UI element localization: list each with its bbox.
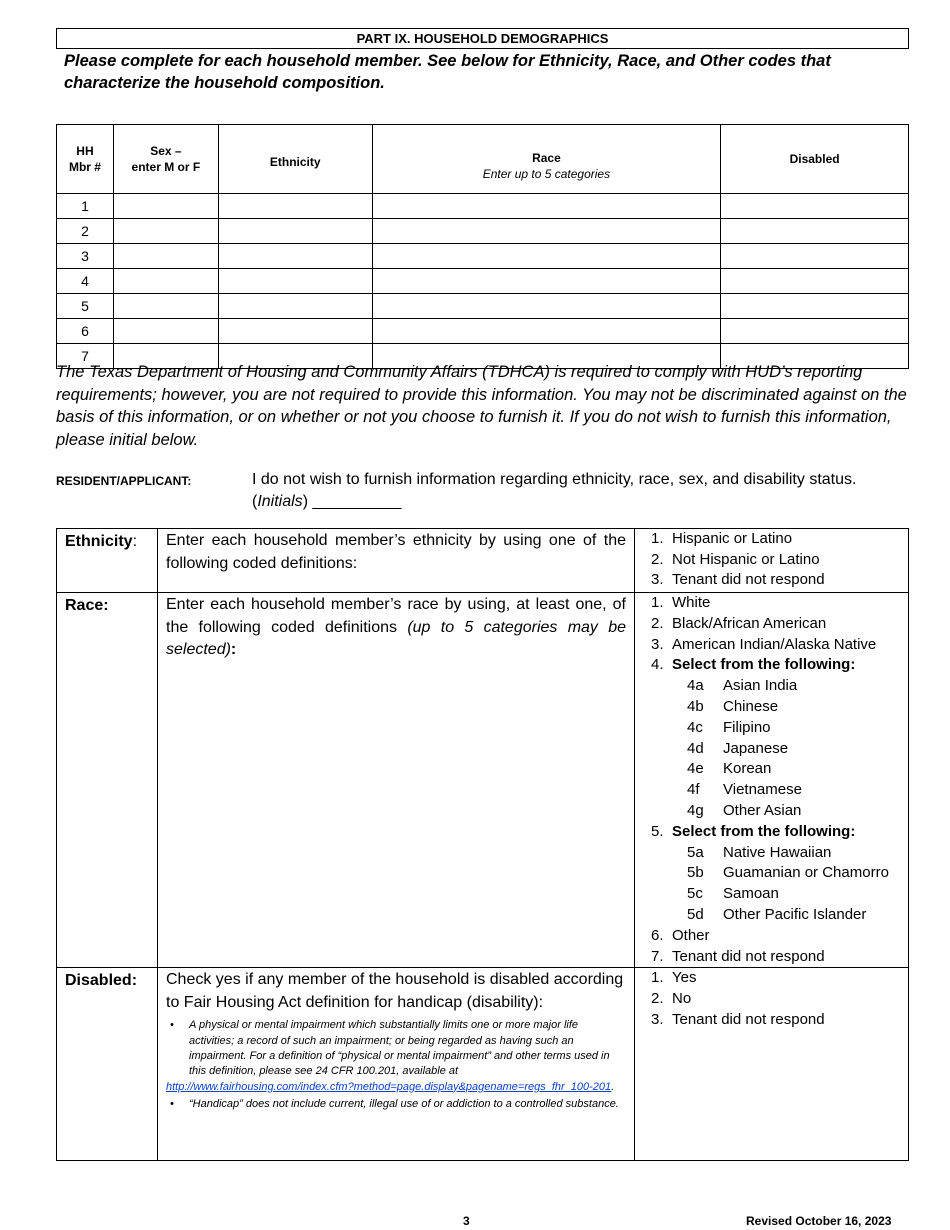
- race-cell[interactable]: [372, 319, 721, 344]
- mbr-number: 2: [57, 219, 114, 244]
- race-option-7-num: 7.: [651, 947, 664, 965]
- intro-instructions: Please complete for each household member. See below for Ethnicity, Race, and Other codes that characterize the household composition.: [64, 52, 831, 92]
- disabled-option-text: No: [672, 990, 692, 1008]
- ethnicity-desc: Enter each household member’s ethnicity by using one of the following coded definitions:: [158, 529, 635, 593]
- disabled-option-num: 1.: [651, 969, 664, 987]
- ethnicity-cell[interactable]: [218, 219, 372, 244]
- race-option-4: [651, 655, 908, 676]
- resident-optout-text: I do not wish to furnish information regarding ethnicity, race, sex, and disability status.: [252, 471, 857, 488]
- header-race-sub: Enter up to 5 categories: [482, 167, 611, 181]
- pacific-subitem-code: 5a: [687, 843, 704, 861]
- disabled-bullet-1-text: A physical or mental impairment which substantially limits one or more major life activities; a record of such an impairment; or being regarded as having such an impairment. For a definition of “physical or mental impairment” and other terms used in this definition, please see 24 CFR 100.201, available at: [189, 1019, 610, 1078]
- asian-subitem-code: 4e: [687, 760, 704, 778]
- asian-subitem: [651, 718, 908, 739]
- asian-subitem-text: Asian India: [723, 677, 798, 695]
- header-ethnicity: [218, 125, 372, 194]
- race-cell[interactable]: [372, 294, 721, 319]
- ethnicity-label-cell: [57, 529, 158, 593]
- asian-subitem: [651, 759, 908, 780]
- race-option-6: [651, 926, 908, 947]
- asian-subitem-text: Korean: [723, 760, 772, 778]
- disabled-cell[interactable]: [721, 194, 909, 219]
- ethnicity-options: [635, 529, 909, 593]
- asian-subitem: [651, 739, 908, 760]
- asian-subitem-text: Filipino: [723, 718, 771, 736]
- disabled-cell[interactable]: [721, 269, 909, 294]
- sex-cell[interactable]: [113, 319, 218, 344]
- disabled-link-line: [166, 1080, 626, 1095]
- disabled-desc: Check yes if any member of the household is disabled according to Fair Housing Act definition for handicap (disability):: [166, 971, 624, 1011]
- header-ethnicity-label: Ethnicity: [269, 155, 321, 169]
- ethnicity-cell[interactable]: [218, 319, 372, 344]
- disabled-bullet-1: [166, 1018, 626, 1079]
- race-option-1-text: White: [672, 594, 711, 611]
- race-option-1: [651, 593, 908, 614]
- disabled-options: [635, 968, 909, 1161]
- race-option-2-text: Black/African American: [672, 614, 827, 632]
- header-disabled: [721, 125, 909, 194]
- tdhca-notice: The Texas Department of Housing and Community Affairs (TDHCA) is required to comply with HUD’s reporting requirements; however, you are not required to provide this information. You may not be discriminated against on the basis of this information, or on whether or not you choose to furnish it. If you do not wish to furnish this information, please initial below.: [56, 363, 907, 450]
- table-row: [57, 269, 909, 294]
- mbr-number: 7: [57, 344, 114, 369]
- disabled-cell[interactable]: [721, 319, 909, 344]
- ethnicity-option-num: 2.: [651, 550, 664, 568]
- ethnicity-option-text: Tenant did not respond: [672, 571, 825, 588]
- pacific-sublist: [651, 843, 908, 926]
- table-row: [57, 244, 909, 269]
- fairhousing-link[interactable]: http://www.fairhousing.com/index.cfm?method=page.display&pagename=regs_fhr_100-201: [166, 1080, 612, 1093]
- ethnicity-cell[interactable]: [218, 294, 372, 319]
- disabled-option-num: 3.: [651, 1010, 664, 1028]
- race-option-7: [651, 947, 908, 968]
- race-option-2: [651, 614, 908, 635]
- race-options: [635, 593, 909, 968]
- table-row: [57, 194, 909, 219]
- disabled-label: Disabled:: [57, 968, 158, 1161]
- ethnicity-option-num: 1.: [651, 530, 664, 547]
- disabled-option-3: [651, 1010, 908, 1031]
- header-hh-line1: HH: [76, 144, 94, 158]
- race-desc-c: :: [230, 641, 237, 658]
- disabled-bullet-2: [166, 1097, 626, 1112]
- race-desc-a: Enter each household member’s race by using, at least one, of the following coded definitions: [166, 596, 626, 636]
- race-option-3-text: American Indian/Alaska Native: [672, 635, 877, 653]
- sex-cell[interactable]: [113, 294, 218, 319]
- ethnicity-cell[interactable]: [218, 194, 372, 219]
- disabled-cell[interactable]: [721, 219, 909, 244]
- pacific-subitem: [651, 863, 908, 884]
- table-header-row: [57, 125, 909, 194]
- ethnicity-cell[interactable]: [218, 244, 372, 269]
- mbr-number: 4: [57, 269, 114, 294]
- disabled-option-num: 2.: [651, 990, 664, 1008]
- race-option-3: [651, 635, 908, 656]
- header-hh-mbr: [57, 125, 114, 194]
- asian-subitem: [651, 697, 908, 718]
- asian-subitem-code: 4a: [687, 677, 704, 695]
- asian-subitem: [651, 801, 908, 822]
- ethnicity-option-num: 3.: [651, 571, 664, 588]
- table-row: [57, 294, 909, 319]
- household-demographics-table: [56, 124, 909, 369]
- initials-open: (: [252, 493, 258, 510]
- header-sex-line2: enter M or F: [131, 160, 201, 174]
- race-cell[interactable]: [372, 269, 721, 294]
- race-cell[interactable]: [372, 219, 721, 244]
- race-option-4-num: 4.: [651, 656, 664, 674]
- race-desc-b: (up to 5 categories may be selected): [166, 618, 627, 658]
- ethnicity-row: [57, 529, 909, 593]
- race-option-5: [651, 822, 908, 843]
- revised-date: Revised October 16, 2023: [746, 1214, 892, 1228]
- asian-subitem-code: 4b: [687, 697, 704, 715]
- initials-field[interactable]: ) __________: [302, 493, 402, 510]
- sex-cell[interactable]: [113, 269, 218, 294]
- race-label: Race:: [57, 593, 158, 968]
- ethnicity-label: Ethnicity: [65, 533, 133, 550]
- pacific-subitem-code: 5d: [687, 905, 704, 923]
- asian-sublist: [651, 676, 908, 822]
- pacific-subitem-text: Other Pacific Islander: [723, 905, 867, 923]
- ethnicity-option-1: [651, 529, 908, 550]
- resident-label: RESIDENT/APPLICANT:: [56, 474, 192, 488]
- pacific-subitem: [651, 884, 908, 905]
- asian-subitem-text: Chinese: [723, 697, 779, 715]
- header-disabled-label: Disabled: [789, 152, 840, 166]
- race-option-3-num: 3.: [651, 635, 664, 653]
- table-row: [57, 219, 909, 244]
- disabled-option-1: [651, 968, 908, 989]
- asian-subitem-code: 4c: [687, 718, 703, 736]
- ethnicity-option-3: [651, 570, 908, 591]
- mbr-number: 6: [57, 319, 114, 344]
- race-option-1-num: 1.: [651, 594, 664, 611]
- pacific-subitem-code: 5b: [687, 864, 704, 882]
- disabled-option-text: Tenant did not respond: [672, 1010, 825, 1028]
- header-race-label: Race: [532, 151, 561, 165]
- initials-label: Initials: [257, 493, 303, 510]
- race-cell[interactable]: [372, 244, 721, 269]
- link-period: .: [611, 1080, 615, 1093]
- pacific-subitem: [651, 843, 908, 864]
- race-option-4-text: Select from the following:: [672, 656, 856, 674]
- ethnicity-cell[interactable]: [218, 269, 372, 294]
- race-option-2-num: 2.: [651, 614, 664, 632]
- header-hh-line2: Mbr #: [68, 160, 101, 174]
- sex-cell[interactable]: [113, 194, 218, 219]
- header-sex-line1: Sex –: [150, 144, 182, 158]
- mbr-number: 1: [57, 194, 114, 219]
- mbr-number: 5: [57, 294, 114, 319]
- disabled-cell[interactable]: [721, 294, 909, 319]
- disabled-option-text: Yes: [672, 969, 697, 987]
- codes-table: [56, 528, 909, 1161]
- bullet-icon: •: [170, 1097, 174, 1110]
- race-option-6-text: Other: [672, 926, 710, 944]
- pacific-subitem: [651, 905, 908, 926]
- mbr-number: 3: [57, 244, 114, 269]
- ethnicity-option-2: [651, 550, 908, 571]
- disabled-bullet-2-text: “Handicap” does not include current, illegal use of or addiction to a controlled substance.: [189, 1097, 619, 1110]
- pacific-subitem-text: Samoan: [723, 885, 779, 903]
- table-row: [57, 319, 909, 344]
- header-sex: [113, 125, 218, 194]
- ethnicity-colon: :: [132, 533, 138, 550]
- bullet-icon: •: [170, 1019, 174, 1032]
- disabled-option-2: [651, 989, 908, 1010]
- disabled-desc-cell: [158, 968, 635, 1161]
- race-cell[interactable]: [372, 194, 721, 219]
- asian-subitem-code: 4g: [687, 801, 704, 819]
- sex-cell[interactable]: [113, 219, 218, 244]
- asian-subitem: [651, 676, 908, 697]
- asian-subitem-code: 4f: [687, 781, 700, 799]
- disabled-cell[interactable]: [721, 244, 909, 269]
- race-option-6-num: 6.: [651, 926, 664, 944]
- race-row: [57, 593, 909, 968]
- asian-subitem-text: Japanese: [723, 739, 789, 757]
- disabled-bullets: [166, 1018, 626, 1112]
- ethnicity-option-text: Hispanic or Latino: [672, 530, 793, 547]
- race-option-5-num: 5.: [651, 822, 664, 840]
- asian-subitem: [651, 780, 908, 801]
- disabled-row: [57, 968, 909, 1161]
- pacific-subitem-text: Native Hawaiian: [723, 843, 832, 861]
- race-option-5-text: Select from the following:: [672, 822, 856, 840]
- asian-subitem-text: Other Asian: [723, 801, 802, 819]
- asian-subitem-text: Vietnamese: [723, 781, 802, 799]
- part-title: PART IX. HOUSEHOLD DEMOGRAPHICS: [56, 28, 909, 49]
- header-race: [372, 125, 721, 194]
- pacific-subitem-text: Guamanian or Chamorro: [723, 864, 889, 882]
- race-option-7-text: Tenant did not respond: [672, 947, 825, 965]
- pacific-subitem-code: 5c: [687, 885, 703, 903]
- sex-cell[interactable]: [113, 244, 218, 269]
- asian-subitem-code: 4d: [687, 739, 704, 757]
- page-number: 3: [463, 1214, 470, 1228]
- resident-optout: [252, 469, 912, 513]
- ethnicity-option-text: Not Hispanic or Latino: [672, 550, 820, 568]
- race-desc: [158, 593, 635, 968]
